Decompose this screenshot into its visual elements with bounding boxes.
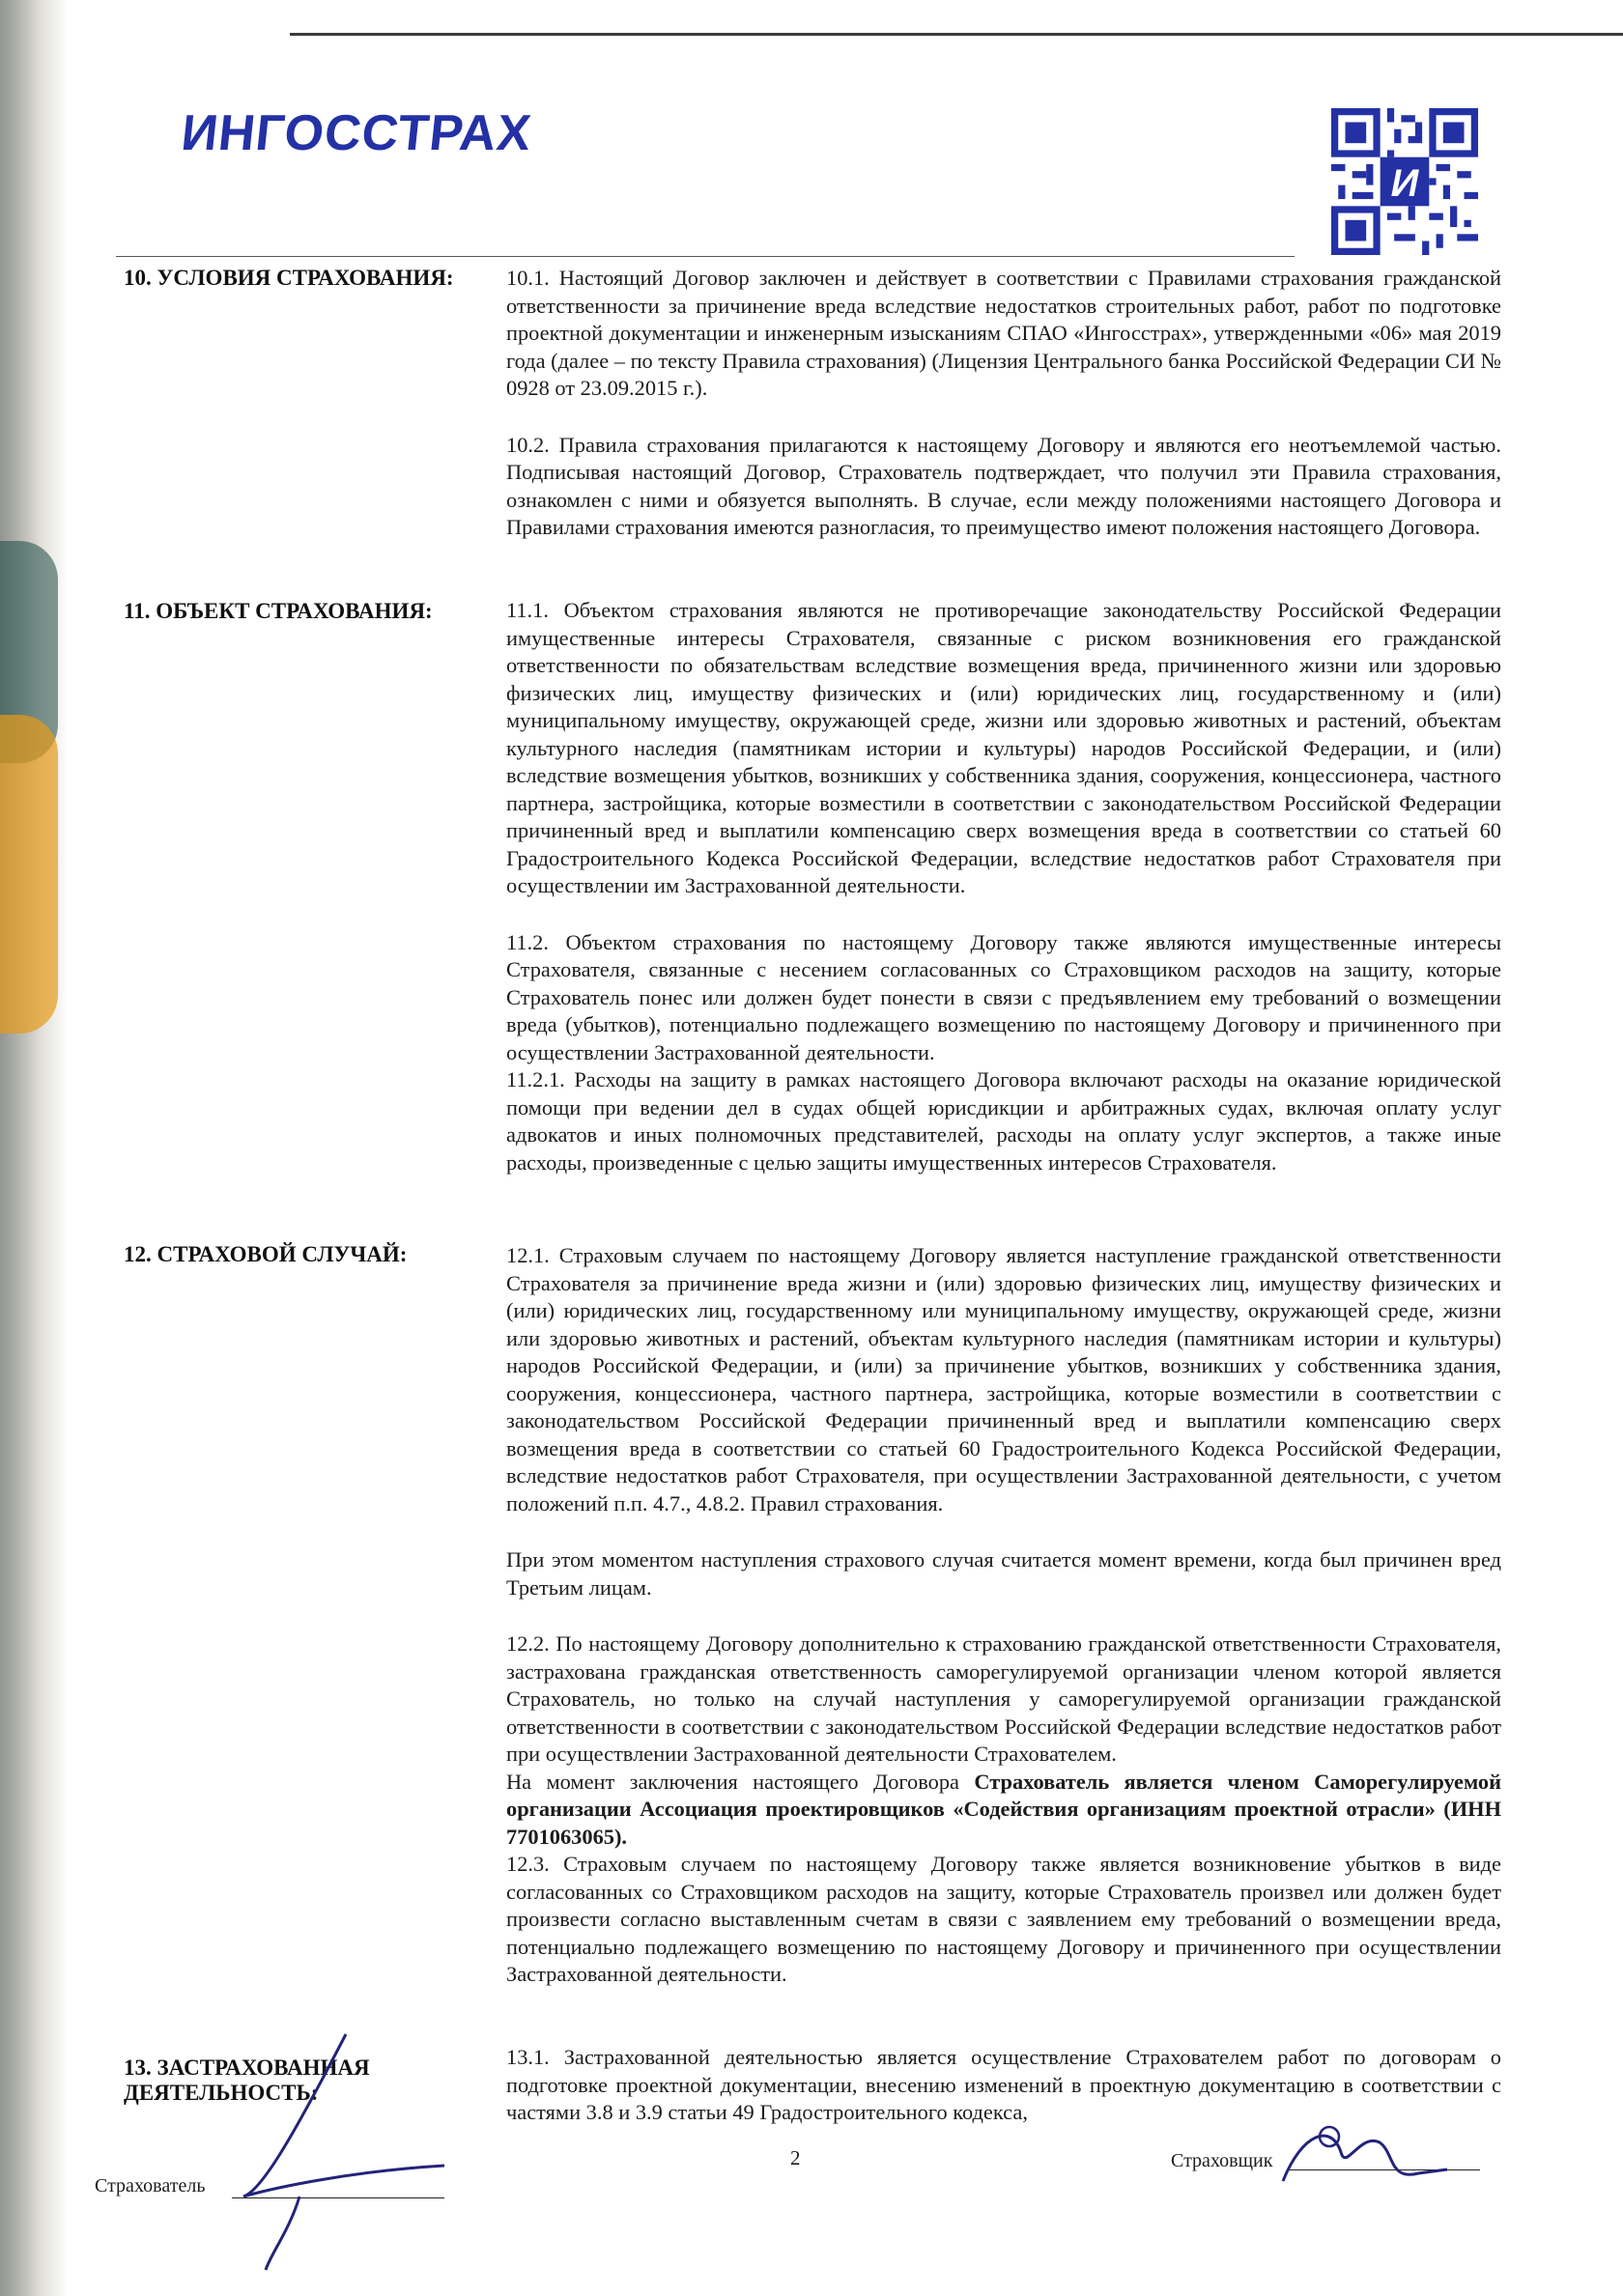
paragraph-13-1: 13.1. Застрахованной деятельностью является осуществление Страхователем работ по договорам о подготовке проектной документации, внесению изменений в проектную документацию в соответствии с частями 3.8 и 3.9 статьи 49 Градостроительного кодекса, — [506, 2045, 1501, 2124]
section-11-title: 11. ОБЪЕКТ СТРАХОВАНИЯ: — [124, 599, 433, 623]
insured-signature-label: Страхователь — [95, 2175, 206, 2197]
paragraph-11-2-1: 11.2.1. Расходы на защиту в рамках настоящего Договора включают расходы на оказание юридической помощи при ведении дел в судах общей юрисдикции и арбитражных судах, включая оплату услуг адвокатов и иных полномочных представителей, расходы на оплату услуг экспертов, а также иные расходы, произведенные с целью защиты имущественных интересов Страхователя. — [506, 1067, 1501, 1175]
qr-logo-letter: И — [1390, 162, 1419, 206]
membership-lead: На момент заключения настоящего Договора — [506, 1769, 959, 1794]
paragraph-12-3: 12.3. Страховым случаем по настоящему Договору также является возникновение убытков в виде согласованных со Страховщиком расходов на защиту, которые Страхователь произвел или должен будет произвести согласно выставленным счетам в связи с заявлением ему требований о возмещении вреда, потенциально подлежащего возмещению по настоящему Договору и причиненного при осуществлении Застрахованной деятельности. — [506, 1852, 1501, 1986]
section-10-title: 10. УСЛОВИЯ СТРАХОВАНИЯ: — [124, 266, 454, 290]
section-13-title-line-1: 13. ЗАСТРАХОВАННАЯ — [124, 2055, 370, 2080]
paragraph-12-2: 12.2. По настоящему Договору дополнительно к страхованию гражданской ответственности Страхователя, застрахована гражданская ответственность саморегулируемой организации членом которой является Страхователь, но только на случай наступления у саморегулируемой организации гражданской ответственности в соответствии с законодательством Российской Федерации вследствие недостатков работ при осуществлении Застрахованной деятельности Страхователем. — [506, 1631, 1501, 1766]
qr-code-icon — [1331, 108, 1478, 255]
membership-statement: Страхователь является членом Саморегулируемой организации Ассоциация проектировщиков «Содействия организациям проектной отрасли» (ИНН 7701063065). — [506, 1769, 1502, 1849]
section-10-body — [506, 265, 1501, 571]
header-divider — [116, 256, 1295, 257]
insurer-signature-label: Страховщик — [1171, 2150, 1273, 2171]
signature-icon — [232, 2027, 454, 2273]
scan-edge-shadow — [0, 0, 68, 2296]
scan-top-edge — [290, 33, 1623, 36]
paragraph-11-1: 11.1. Объектом страхования являются не противоречащие законодательству Российской Федерации имущественные интересы Страхователя, связанные с риском возникновения его гражданской ответственности по обязательствам вследствие возмещения вреда, причиненного жизни или здоровью физических лиц, имуществу физических и (или) юридических лиц, государственному и (или) муниципальному имуществу, окружающей среде, жизни или здоровью животных и растений, объектам культурного наследия (памятникам истории и культуры) народов Российской Федерации, и (или) вследствие возмещения убытков, возникших у собственника здания, сооружения, концессионера, частного партнера, застройщика, которые возместили в соответствии с законодательством Российской Федерации причиненный вред и выплатили компенсацию сверх возмещения вреда в соответствии со статьей 60 Градостроительного Кодекса Российской Федерации, вследствие недостатков работ Страхователя при осуществлении им Застрахованной деятельности. — [506, 598, 1501, 897]
paragraph-12-2-membership — [506, 1769, 1501, 1852]
page-number: 2 — [790, 2146, 801, 2169]
section-13-title-line-2: ДЕЯТЕЛЬНОСТЬ: — [124, 2081, 319, 2105]
section-12-body — [506, 1242, 1501, 2018]
company-logo: ИНГОССТРАХ — [178, 105, 535, 161]
paragraph-12-1: 12.1. Страховым случаем по настоящему Договору является наступление гражданской ответственности Страхователя за причинение вреда жизни и (или) здоровью физических лиц, имуществу физических и (или) юридических лиц, государственному или муниципальному имуществу, окружающей среде, жизни или здоровью животных и растений, объектам культурного наследия (памятникам истории и культуры) народов Российской Федерации, и (или) за причинение убытков, возникших у собственника здания, сооружения, концессионера, частного партнера, застройщика, которые возместили в соответствии с законодательством Российской Федерации причиненный вред и выплатили компенсацию сверх возмещения вреда в соответствии со статьей 60 Градостроительного Кодекса Российской Федерации, вследствие недостатков работ Страхователя, при осуществлении Застрахованной деятельности, с учетом положений п.п. 4.7., 4.8.2. Правил страхования. — [506, 1243, 1501, 1516]
scan-color-stain — [0, 715, 58, 1034]
paragraph-10-1: 10.1. Настоящий Договор заключен и действует в соответствии с Правилами страхования гражданской ответственности за причинение вреда вследствие недостатков строительных работ, работ по подготовке проектной документации и инженерным изысканиям СПАО «Ингосстрах», утвержденными «06» мая 2019 года (далее – по тексту Правила страхования) (Лицензия Центрального банка Российской Федерации СИ № 0928 от 23.09.2015 г.). — [506, 266, 1501, 400]
paragraph-12-moment: При этом моментом наступления страхового случая считается момент времени, когда был причинен вред Третьим лицам. — [506, 1547, 1501, 1600]
signature-icon — [1273, 2113, 1457, 2200]
paragraph-11-2: 11.2. Объектом страхования по настоящему Договору также являются имущественные интересы Страхователя, связанные с несением согласованных со Страховщиком расходов на защиту, которые Страхователь понес или должен будет понести в связи с предъявлением ему требований о возмещении вреда (убытков), потенциально подлежащего возмещению по настоящему Договору и причиненного при осуществлении Застрахованной деятельности. — [506, 929, 1501, 1064]
section-11-body — [506, 597, 1501, 1205]
paragraph-10-2: 10.2. Правила страхования прилагаются к настоящему Договору и являются его неотъемлемой частью. Подписывая настоящий Договор, Страхователь подтверждает, что получил эти Правила страхования, ознакомлен с ними и обязуется выполнять. В случае, если между положениями настоящего Договора и Правилами страхования имеются разногласия, то преимущество имеют положения настоящего Договора. — [506, 432, 1501, 539]
section-12-title: 12. СТРАХОВОЙ СЛУЧАЙ: — [124, 1242, 408, 1266]
